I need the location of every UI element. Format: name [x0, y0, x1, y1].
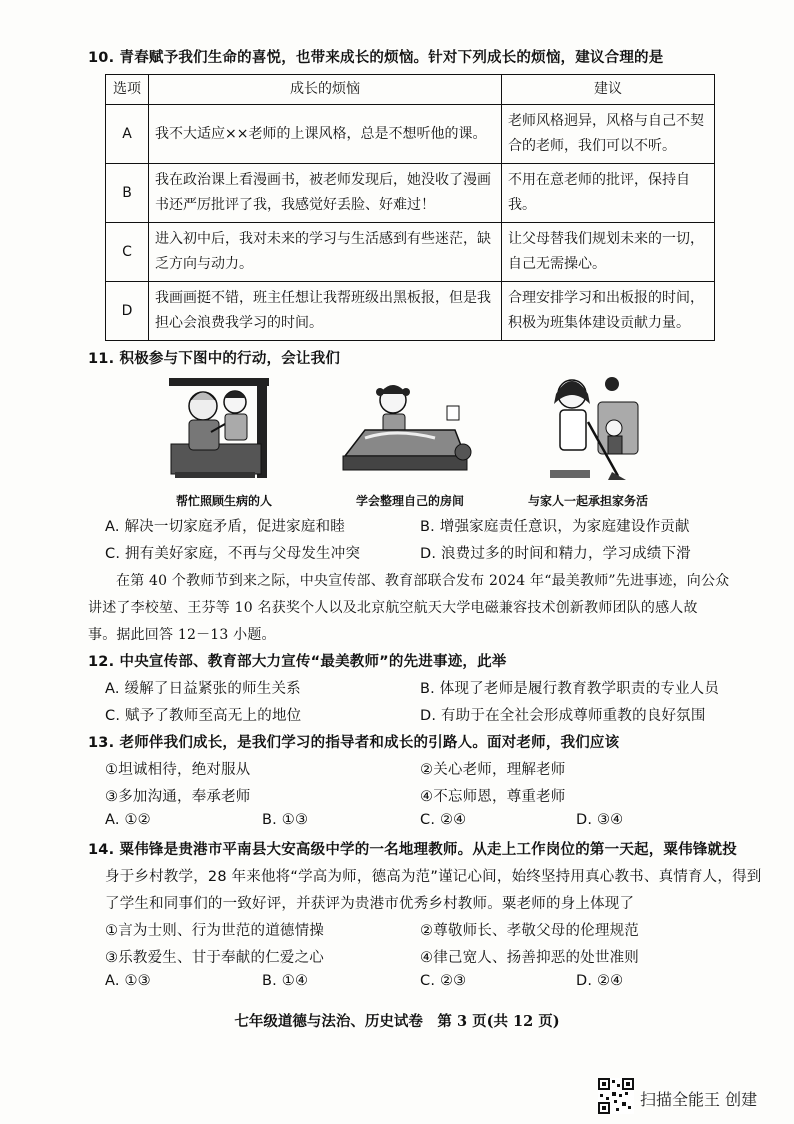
- header-option: 选项: [106, 75, 149, 105]
- q13-option-c: C. ②④: [420, 812, 467, 828]
- row-advice: 合理安排学习和出板报的时间，积极为班集体建设贡献力量。: [502, 282, 715, 341]
- q13-item-2: ②关心老师，理解老师: [420, 762, 566, 778]
- passage-line-2: 讲述了李校堃、王芬等 10 名获奖个人以及北京航空航天大学电磁兼容技术创新教师团队的感人故: [88, 600, 698, 616]
- header-worry: 成长的烦恼: [149, 75, 502, 105]
- q14-option-b: B. ①④: [262, 973, 309, 989]
- row-option: B: [106, 164, 149, 223]
- table-row: [106, 105, 715, 164]
- caption-housework: 与家人一起承担家务活: [528, 494, 649, 508]
- q11-option-d: D. 浪费过多的时间和精力，学习成绩下滑: [420, 546, 691, 562]
- table-row: [106, 223, 715, 282]
- q12-stem: 12. 中央宣传部、教育部大力宣传“最美教师”的先进事迹，此举: [88, 654, 507, 670]
- family-housework-illustration: [540, 372, 650, 484]
- q10-table-header: [106, 75, 715, 105]
- qr-code-icon: [598, 1078, 634, 1114]
- row-advice: 不用在意老师的批评，保持自我。: [502, 164, 715, 223]
- q14-item-1: ①言为士则、行为世范的道德情操: [105, 923, 324, 939]
- q14-option-a: A. ①③: [105, 973, 151, 989]
- q10-stem: 10. 青春赋予我们生命的喜悦，也带来成长的烦恼。针对下列成长的烦恼，建议合理的是: [88, 50, 664, 66]
- caption-caring-sick: 帮忙照顾生病的人: [176, 494, 273, 508]
- q14-item-2: ②尊敬师长、孝敬父母的伦理规范: [420, 923, 639, 939]
- q11-option-b: B. 增强家庭责任意识，为家庭建设作贡献: [420, 519, 690, 535]
- q13-option-b: B. ①③: [262, 812, 309, 828]
- passage-line-3: 事。据此回答 12－13 小题。: [88, 627, 276, 643]
- row-worry: 我画画挺不错，班主任想让我帮班级出黑板报，但是我担心会浪费我学习的时间。: [149, 282, 502, 341]
- q13-item-3: ③多加沟通，奉承老师: [105, 789, 251, 805]
- row-advice: 老师风格迥异，风格与自己不契合的老师，我们可以不听。: [502, 105, 715, 164]
- passage-line-1: 在第 40 个教师节到来之际，中央宣传部、教育部联合发布 2024 年“最美教师”先进事迹，向公众: [116, 573, 730, 589]
- q14-option-c: C. ②③: [420, 973, 467, 989]
- q11-option-c: C. 拥有美好家庭，不再与父母发生冲突: [105, 546, 361, 562]
- row-worry: 我不大适应××老师的上课风格，总是不想听他的课。: [149, 105, 502, 164]
- row-option: D: [106, 282, 149, 341]
- row-worry: 我在政治课上看漫画书，被老师发现后，她没收了漫画书还严厉批评了我，我感觉好丢脸、好难过！: [149, 164, 502, 223]
- watermark-text: 扫描全能王 创建: [640, 1090, 758, 1109]
- q13-option-a: A. ①②: [105, 812, 151, 828]
- q14-stem-line-3: 了学生和同事们的一致好评，并获评为贵港市优秀乡村教师。粟老师的身上体现了: [105, 896, 635, 912]
- q14-option-d: D. ②④: [576, 973, 624, 989]
- row-option: A: [106, 105, 149, 164]
- scanner-watermark: [598, 1078, 788, 1118]
- q12-option-b: B. 体现了老师是履行教育教学职责的专业人员: [420, 681, 720, 697]
- header-advice: 建议: [502, 75, 715, 105]
- table-row: [106, 282, 715, 341]
- q13-item-4: ④不忘师恩，尊重老师: [420, 789, 566, 805]
- q11-stem: 11. 积极参与下图中的行动，会让我们: [88, 351, 341, 367]
- caption-tidy-room: 学会整理自己的房间: [356, 494, 465, 508]
- tidying-room-illustration: [335, 378, 475, 486]
- q14-stem-line-1: 14. 粟伟锋是贵港市平南县大安高级中学的一名地理教师。从走上工作岗位的第一天起，粟伟锋就投: [88, 842, 737, 858]
- q13-option-d: D. ③④: [576, 812, 624, 828]
- caring-for-sick-illustration: [165, 372, 280, 484]
- row-worry: 进入初中后，我对未来的学习与生活感到有些迷茫，缺乏方向与动力。: [149, 223, 502, 282]
- q12-option-d: D. 有助于在全社会形成尊师重教的良好氛围: [420, 708, 706, 724]
- q14-item-4: ④律己宽人、扬善抑恶的处世准则: [420, 950, 639, 966]
- row-advice: 让父母替我们规划未来的一切，自己无需操心。: [502, 223, 715, 282]
- table-row: [106, 164, 715, 223]
- row-option: C: [106, 223, 149, 282]
- q12-option-a: A. 缓解了日益紧张的师生关系: [105, 681, 301, 697]
- q14-stem-line-2: 身于乡村教学，28 年来他将“学高为师，德高为范”谨记心间，始终坚持用真心教书、真情育人，得到: [105, 869, 762, 885]
- q13-stem: 13. 老师伴我们成长，是我们学习的指导者和成长的引路人。面对老师，我们应该: [88, 735, 620, 751]
- q13-item-1: ①坦诚相待，绝对服从: [105, 762, 251, 778]
- q12-option-c: C. 赋予了教师至高无上的地位: [105, 708, 302, 724]
- page-footer: 七年级道德与法治、历史试卷 第 3 页(共 12 页): [234, 1013, 560, 1030]
- q10-table: [105, 74, 715, 341]
- q14-item-3: ③乐教爱生、甘于奉献的仁爱之心: [105, 950, 324, 966]
- q11-option-a: A. 解决一切家庭矛盾，促进家庭和睦: [105, 519, 345, 535]
